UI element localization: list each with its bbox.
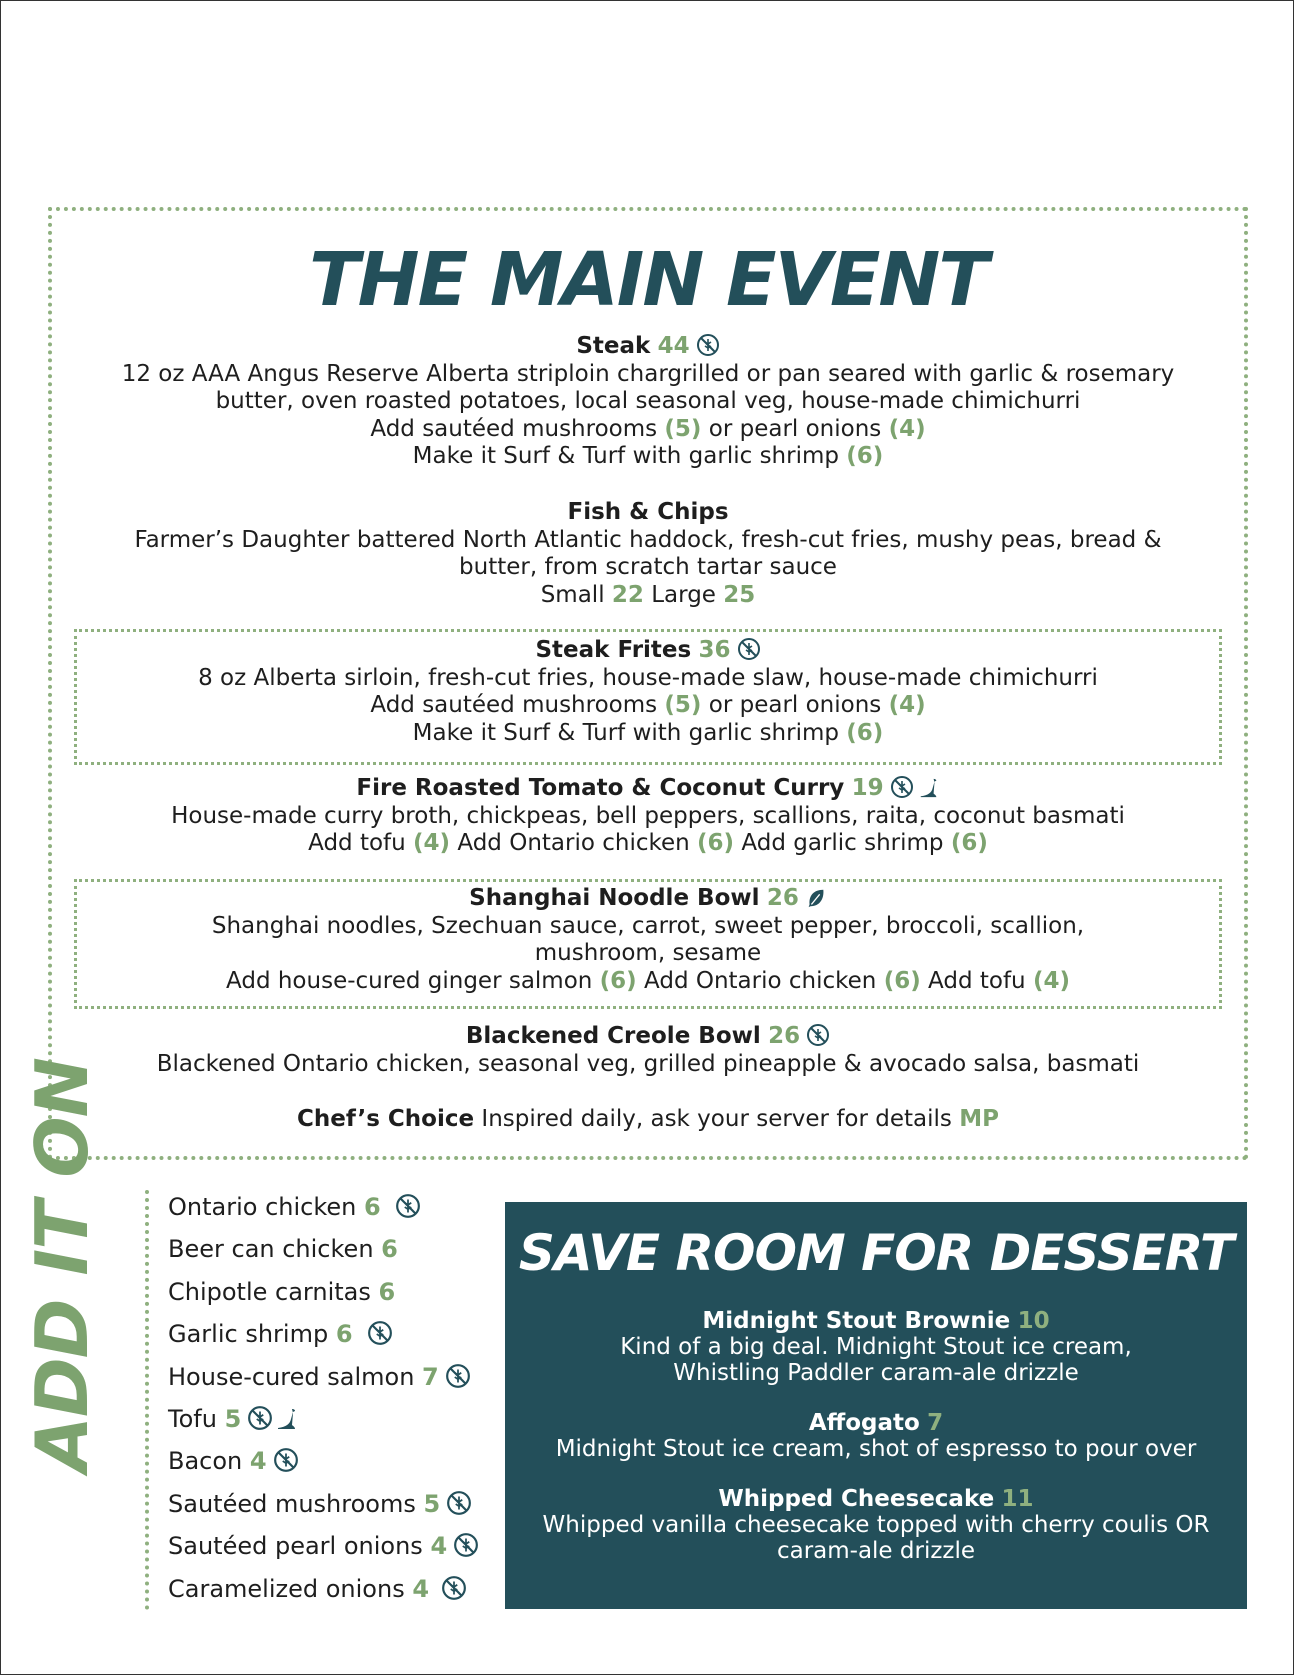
- gluten-free-icon: [441, 1575, 467, 1601]
- gluten-free-icon: [890, 775, 914, 799]
- menu-item-fish-and-chips: [92, 499, 1204, 609]
- item-addons: Add sautéed mushrooms (5) or pearl onions (4): [370, 692, 926, 718]
- item-price: 19: [851, 775, 884, 801]
- item-addons: Add house-cured ginger salmon (6) Add Ontario chicken (6) Add tofu (4): [226, 967, 1070, 994]
- item-addons: Make it Surf & Turf with garlic shrimp (6): [412, 719, 884, 746]
- gluten-free-icon: [247, 1405, 273, 1431]
- main-event-section: [48, 207, 1248, 1160]
- menu-item-creole-bowl: [92, 1023, 1204, 1078]
- dessert-item-brownie: [515, 1308, 1237, 1386]
- vegetarian-leaf-icon: [805, 887, 827, 909]
- item-description: Whipped vanilla cheesecake topped with cherry coulis OR: [542, 1512, 1210, 1538]
- dessert-item-cheesecake: [515, 1486, 1237, 1564]
- vegan-icon: [275, 1407, 299, 1431]
- gluten-free-icon: [696, 333, 720, 357]
- item-description: Inspired daily, ask your server for details: [481, 1106, 952, 1132]
- item-price: 44: [657, 333, 690, 359]
- item-name: Fish & Chips: [567, 499, 729, 525]
- gluten-free-icon: [273, 1447, 299, 1473]
- item-description: caram-ale drizzle: [776, 1538, 976, 1564]
- menu-item-steak-frites: [92, 637, 1204, 747]
- item-name: Whipped Cheesecake: [718, 1486, 995, 1512]
- gluten-free-icon: [367, 1320, 393, 1346]
- item-description: Blackened Ontario chicken, seasonal veg, grilled pineapple & avocado salsa, basmati: [156, 1050, 1140, 1077]
- gluten-free-icon: [445, 1363, 471, 1389]
- list-item: Tofu 5: [168, 1405, 479, 1447]
- item-name: Fire Roasted Tomato & Coconut Curry: [356, 775, 845, 801]
- menu-item-chefs-choice: [92, 1106, 1204, 1134]
- vegan-icon: [918, 777, 940, 799]
- item-description: 8 oz Alberta sirloin, fresh-cut fries, house-made slaw, house-made chimichurri: [198, 664, 1098, 691]
- list-item: Sautéed pearl onions 4: [168, 1532, 479, 1574]
- add-it-on-title: ADD IT ON: [20, 1058, 104, 1472]
- add-it-on-divider: [145, 1190, 149, 1610]
- item-price: 36: [698, 637, 731, 663]
- item-price: 26: [768, 1023, 801, 1049]
- item-name: Steak: [576, 333, 651, 359]
- list-item: Ontario chicken 6: [168, 1193, 479, 1235]
- item-price: MP: [959, 1106, 999, 1132]
- list-item: Caramelized onions 4: [168, 1575, 479, 1617]
- item-sizes: Small 22 Large 25: [540, 581, 756, 608]
- gluten-free-icon: [737, 637, 761, 661]
- item-description: butter, oven roasted potatoes, local seasonal veg, house-made chimichurri: [215, 388, 1081, 414]
- item-name: Steak Frites: [535, 637, 692, 663]
- gluten-free-icon: [453, 1532, 479, 1558]
- item-name: Shanghai Noodle Bowl: [469, 885, 760, 911]
- menu-item-shanghai-noodle-bowl: [92, 885, 1204, 995]
- list-item: Sautéed mushrooms 5: [168, 1490, 479, 1532]
- gluten-free-icon: [395, 1193, 421, 1219]
- add-it-on-list: [168, 1193, 479, 1617]
- item-description: Kind of a big deal. Midnight Stout ice cream,: [620, 1334, 1132, 1360]
- item-name: Chef’s Choice: [297, 1106, 475, 1132]
- item-name: Blackened Creole Bowl: [465, 1023, 761, 1049]
- item-addons: Add sautéed mushrooms (5) or pearl onions (4): [370, 415, 926, 442]
- item-price: 11: [1001, 1486, 1034, 1512]
- item-description: Farmer’s Daughter battered North Atlantic haddock, fresh-cut fries, mushy peas, bread &: [134, 526, 1162, 553]
- item-description: mushroom, sesame: [534, 940, 762, 966]
- dessert-title: SAVE ROOM FOR DESSERT: [518, 1224, 1234, 1282]
- item-description: butter, from scratch tartar sauce: [459, 554, 837, 580]
- item-description: House-made curry broth, chickpeas, bell peppers, scallions, raita, coconut basmati: [171, 802, 1125, 829]
- item-description: Whistling Paddler caram-ale drizzle: [673, 1360, 1079, 1386]
- item-price: 26: [766, 885, 799, 911]
- dessert-item-affogato: [515, 1410, 1237, 1462]
- item-description: Midnight Stout ice cream, shot of espresso to pour over: [555, 1436, 1197, 1462]
- menu-item-coconut-curry: [92, 775, 1204, 858]
- main-event-title: THE MAIN EVENT: [309, 237, 987, 323]
- list-item: House-cured salmon 7: [168, 1363, 479, 1405]
- list-item: Beer can chicken 6: [168, 1235, 398, 1264]
- item-name: Midnight Stout Brownie: [702, 1308, 1011, 1334]
- item-addons: Make it Surf & Turf with garlic shrimp (6): [412, 443, 884, 469]
- list-item: Bacon 4: [168, 1447, 479, 1489]
- item-description: 12 oz AAA Angus Reserve Alberta striploin chargrilled or pan seared with garlic & rosemary: [121, 360, 1175, 387]
- item-price: 7: [927, 1410, 944, 1436]
- gluten-free-icon: [806, 1023, 830, 1047]
- list-item: Garlic shrimp 6: [168, 1320, 479, 1362]
- item-description: Shanghai noodles, Szechuan sauce, carrot, sweet pepper, broccoli, scallion,: [211, 912, 1085, 939]
- menu-item-steak: [92, 333, 1204, 471]
- item-addons: Add tofu (4) Add Ontario chicken (6) Add garlic shrimp (6): [308, 830, 988, 856]
- gluten-free-icon: [446, 1490, 472, 1516]
- dessert-section: [505, 1202, 1247, 1609]
- item-price: 10: [1017, 1308, 1050, 1334]
- item-name: Affogato: [808, 1410, 920, 1436]
- list-item: Chipotle carnitas 6: [168, 1277, 396, 1306]
